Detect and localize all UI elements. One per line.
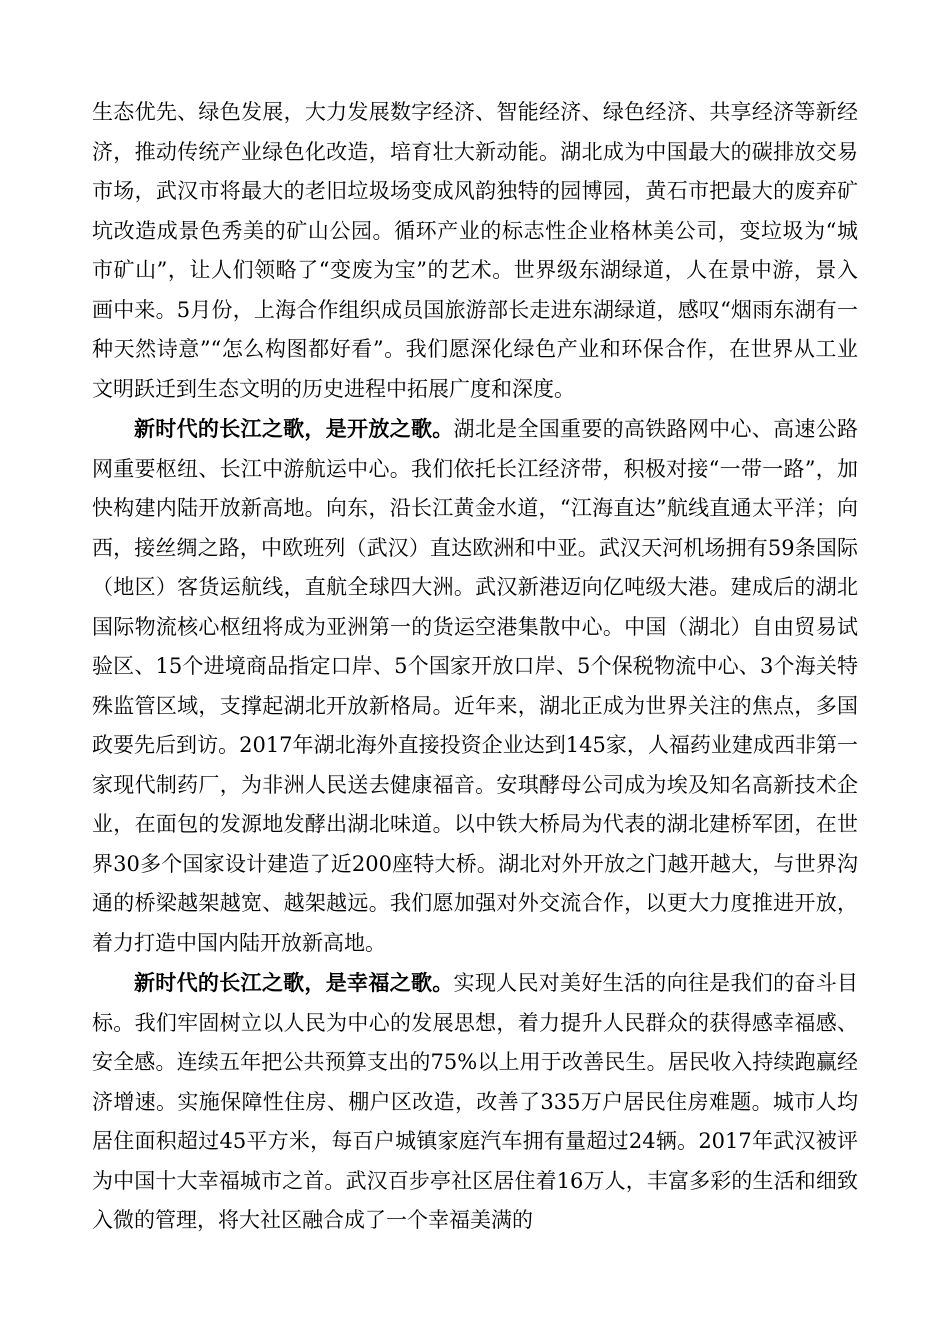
paragraph-green-development (92, 92, 858, 409)
paragraph-lead: 新时代的长江之歌，是开放之歌。 (134, 416, 454, 441)
paragraph-happiness (92, 963, 858, 1241)
paragraph-lead: 新时代的长江之歌，是幸福之歌。 (134, 970, 454, 995)
paragraph-text: 实现人民对美好生活的向往是我们的奋斗目标。我们牢固树立以人民为中心的发展思想，着力提升人民群众的获得感幸福感、安全感。连续五年把公共预算支出的75%以上用于改善民生。居民收入持续跑赢经济增速。实施保障性住房、棚户区改造，改善了335万户居民住房难题。城市人均居住面积超过45平方米，每百户城镇家庭汽车拥有量超过24辆。2017年武汉被评为中国十大幸福城市之首。武汉百步亭社区居住着16万人，丰富多彩的生活和细致入微的管理，将大社区融合成了一个幸福美满的 (92, 971, 858, 1232)
document-page (92, 92, 858, 1241)
paragraph-text: 生态优先、绿色发展，大力发展数字经济、智能经济、绿色经济、共享经济等新经济，推动传统产业绿色化改造，培育壮大新动能。湖北成为中国最大的碳排放交易市场，武汉市将最大的老旧垃圾场变成风韵独特的园博园，黄石市把最大的废弃矿坑改造成景色秀美的矿山公园。循环产业的标志性企业格林美公司，变垃圾为“城市矿山”，让人们领略了“变废为宝”的艺术。世界级东湖绿道，人在景中游，景入画中来。5月份，上海合作组织成员国旅游部长走进东湖绿道，感叹“烟雨东湖有一种天然诗意”“怎么构图都好看”。我们愿深化绿色产业和环保合作，在世界从工业文明跃迁到生态文明的历史进程中拓展广度和深度。 (92, 100, 858, 401)
paragraph-openness (92, 409, 858, 963)
paragraph-text: 湖北是全国重要的高铁路网中心、高速公路网重要枢纽、长江中游航运中心。我们依托长江经济带，积极对接“一带一路”，加快构建内陆开放新高地。向东，沿长江黄金水道，“江海直达”航线直通太平洋；向西，接丝绸之路，中欧班列（武汉）直达欧洲和中亚。武汉天河机场拥有59条国际（地区）客货运航线，直航全球四大洲。武汉新港迈向亿吨级大港。建成后的湖北国际物流核心枢纽将成为亚洲第一的货运空港集散中心。中国（湖北）自由贸易试验区、15个进境商品指定口岸、5个国家开放口岸、5个保税物流中心、3个海关特殊监管区域，支撑起湖北开放新格局。近年来，湖北正成为世界关注的焦点，多国政要先后到访。2017年湖北海外直接投资企业达到145家，人福药业建成西非第一家现代制药厂，为非洲人民送去健康福音。安琪酵母公司成为埃及知名高新技术企业，在面包的发源地发酵出湖北味道。以中铁大桥局为代表的湖北建桥军团，在世界30多个国家设计建造了近200座特大桥。湖北对外开放之门越开越大，与世界沟通的桥梁越架越宽、越架越远。我们愿加强对外交流合作，以更大力度推进开放，着力打造中国内陆开放新高地。 (92, 417, 858, 955)
